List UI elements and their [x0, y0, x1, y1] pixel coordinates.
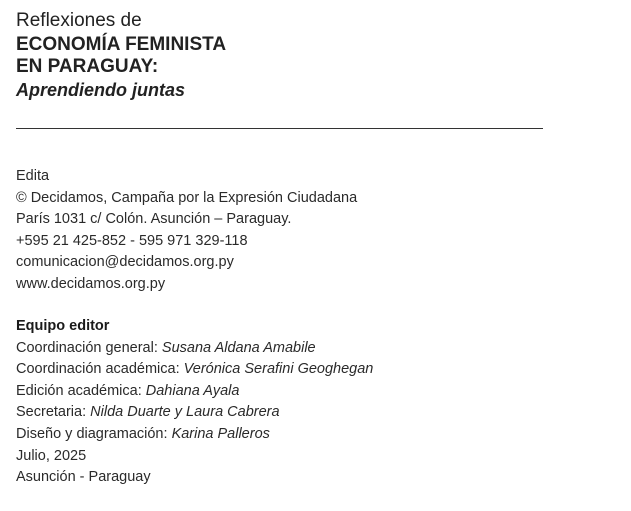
team-role-row — [16, 359, 373, 381]
role-label: Secretaria: — [16, 404, 91, 421]
title-subtitle: Aprendiendo juntas — [16, 80, 186, 100]
team-role-row — [16, 424, 373, 446]
publication-date: Julio, 2025 — [16, 447, 87, 464]
role-name: Karina Palleros — [171, 425, 270, 442]
team-heading: Equipo editor — [16, 318, 110, 334]
role-name: Verónica Serafini Geoghegan — [183, 361, 374, 378]
role-name: Dahiana Ayala — [145, 382, 240, 399]
role-label: Coordinación académica: — [16, 361, 184, 378]
editorial-team — [16, 316, 373, 489]
team-role-row — [16, 338, 373, 360]
team-role-row — [16, 381, 373, 403]
title-line-3: EN PARAGUAY: — [16, 56, 159, 77]
publisher-address: París 1031 c/ Colón. Asunción – Paraguay. — [16, 211, 292, 228]
title-line-1: Reflexiones de — [16, 10, 142, 31]
publication-place: Asunción - Paraguay — [16, 469, 151, 486]
publisher-phones: +595 21 425-852 - 595 971 329-118 — [16, 232, 248, 249]
role-label: Diseño y diagramación: — [16, 425, 172, 442]
divider — [16, 128, 543, 129]
team-role-row — [16, 402, 373, 424]
publisher-email: comunicacion@decidamos.org.py — [16, 254, 234, 271]
book-title — [16, 8, 226, 102]
publisher-label: Edita — [16, 168, 50, 184]
role-name: Nilda Duarte y Laura Cabrera — [90, 404, 280, 421]
title-line-2: ECONOMÍA FEMINISTA — [16, 34, 227, 55]
role-label: Edición académica: — [16, 382, 146, 399]
publisher-info — [16, 166, 357, 296]
publisher-copyright: © Decidamos, Campaña por la Expresión Ciudadana — [16, 189, 358, 206]
role-name: Susana Aldana Amabile — [161, 339, 316, 356]
publisher-website: www.decidamos.org.py — [16, 275, 166, 292]
role-label: Coordinación general: — [16, 339, 162, 356]
